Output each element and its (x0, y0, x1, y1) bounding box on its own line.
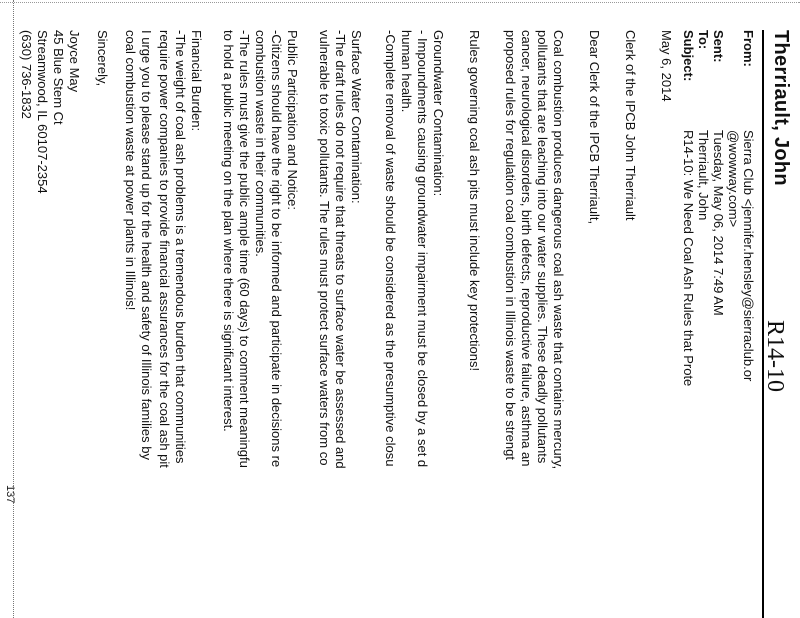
addressee-line: Clerk of the IPCB John Therriault (623, 30, 638, 221)
section-heading: Groundwater Contamination: (431, 30, 446, 197)
text-line: proposed rules for regulation coal combustion in Illinois waste to be strengt (503, 30, 518, 460)
meta-sent-row (711, 30, 726, 618)
meta-value: R14-10: We Need Coal Ash Rules that Prote (681, 130, 696, 387)
page-number: 137 (4, 485, 16, 504)
surface-water-section (316, 30, 364, 618)
meta-value: Tuesday, May 06, 2014 7:49 AM (711, 130, 726, 316)
text-line: combustion waste in their communities. (253, 30, 268, 257)
header-rule (762, 30, 764, 618)
greeting (586, 30, 602, 618)
signature-block (18, 30, 82, 618)
docket-number: R14-10 (762, 320, 788, 392)
email-meta (681, 30, 756, 618)
text-line: -Citizens should have the right to be informed and participate in decisions re (269, 30, 284, 468)
section-heading: Public Participation and Notice: (285, 30, 300, 210)
section-heading: Financial Burden: (189, 30, 204, 132)
meta-label: To: (696, 30, 711, 50)
meta-label: Sent: (711, 30, 726, 63)
text-line: - Impoundments causing groundwater impairment must be closed by a set d (415, 30, 430, 468)
meta-label: Subject: (681, 30, 696, 82)
signoff-line: Sincerely, (95, 30, 110, 87)
text-line: human health. (399, 30, 414, 113)
date-line: May 6, 2014 (659, 30, 674, 102)
signer-name: Joyce May (67, 30, 82, 93)
sender-name-heading: Therriault, John (770, 30, 792, 186)
meta-value: Sierra Club <jennifer.hensley@sierraclub.or (741, 130, 756, 382)
financial-burden-section (156, 30, 204, 618)
addressee (622, 30, 638, 618)
closing-paragraph (122, 30, 154, 618)
text-line: vulnerable to toxic pollutants. The rules must protect surface waters from co (317, 30, 332, 466)
groundwater-section (382, 30, 446, 618)
text-line: -The weight of coal ash problems is a tremendous burden that communities (173, 30, 188, 464)
scan-bottom-dots (13, 0, 14, 618)
rules-paragraph (466, 30, 482, 618)
signer-city: Streamwood, IL 60107-2354 (35, 30, 50, 194)
letter-date (658, 30, 674, 618)
meta-value: Therriault, John (696, 130, 711, 221)
text-line: coal combustion waste at power plants in Illinois! (123, 30, 138, 311)
text-line: cancer, neurological disorders, birth defects, reproductive failure, asthma an (519, 30, 534, 467)
meta-from-cont-row (726, 30, 741, 618)
signer-phone: (630) 736-1832 (19, 30, 34, 119)
text-line: I urge you to please stand up for the health and safety of Illinois families by (139, 30, 154, 460)
intro-paragraph (502, 30, 566, 618)
text-line: pollutants that are leaching into our water supplies. These deadly pollutants (535, 30, 550, 464)
meta-label: From: (741, 30, 756, 67)
meta-from-row (741, 30, 756, 618)
public-participation-section (220, 30, 300, 618)
section-heading: Surface Water Contamination: (349, 30, 364, 204)
signoff (94, 30, 110, 618)
greeting-line: Dear Clerk of the IPCB Therriault, (587, 30, 602, 225)
text-line: -The draft rules do not require that threats to surface water be assessed and (333, 30, 348, 469)
meta-value: @wowway.com> (726, 130, 741, 228)
text-line: require power companies to provide financial assurances for the coal ash pit (157, 30, 172, 468)
text-line: Coal combustion produces dangerous coal ash waste that contains mercury, (551, 30, 566, 470)
text-line: -The rules must give the public ample time (60 days) to comment meaningfu (237, 30, 252, 468)
text-line: -Complete removal of waste should be considered as the presumptive closu (383, 30, 398, 467)
meta-subject-row (681, 30, 696, 618)
text-line: Rules governing coal ash pits must include key protections! (467, 30, 482, 372)
scan-edge-dots (0, 2, 800, 3)
signer-street: 45 Blue Stem Ct (51, 30, 66, 125)
text-line: to hold a public meeting on the plan where there is significant interest. (221, 30, 236, 432)
meta-to-row (696, 30, 711, 618)
